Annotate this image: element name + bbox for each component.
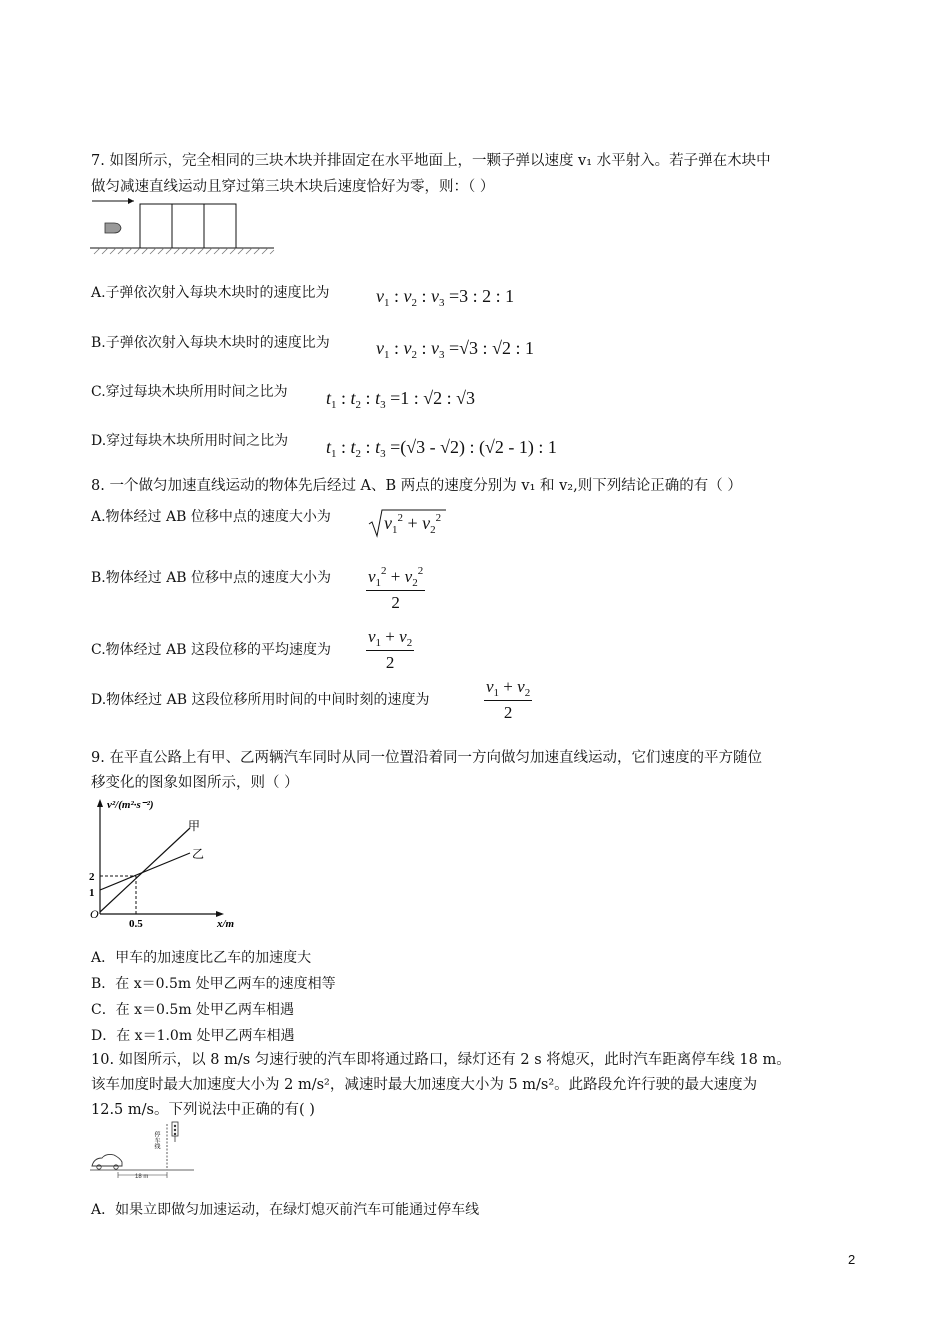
q7-option-b-ratio: =√3 : √2 : 1	[449, 338, 534, 358]
q10-option-a: A．如果立即做匀加速运动，在绿灯熄灭前汽车可能通过停车线	[91, 1202, 480, 1218]
q7-option-a-formula: $v_1$ : $v_2$ : $v_3 =3$ : 2 : 1	[376, 286, 515, 309]
q9-x-axis-label: x/m	[217, 918, 235, 930]
q9-x-tick: 0.5	[129, 918, 143, 930]
q9-line-jia	[100, 828, 190, 912]
page-number: 2	[848, 1252, 856, 1267]
q9-line-yi	[100, 853, 190, 890]
q7-option-a-text: A.子弹依次射入每块木块时的速度比为	[91, 285, 330, 301]
q9-option-c: C．在 x＝0.5m 处甲乙两车相遇	[91, 1002, 295, 1018]
q7-option-d-ratio: =(√3 - √2) : (√2 - 1) : 1	[390, 437, 557, 457]
q8-option-c-text: C.物体经过 AB 这段位移的平均速度为	[91, 642, 331, 658]
q7-option-c-text: C.穿过每块木块所用时间之比为	[91, 384, 288, 400]
q9-stem-line1: 9. 在平直公路上有甲、乙两辆汽车同时从同一位置沿着同一方向做匀加速直线运动，它们速度的平方随位	[91, 750, 762, 766]
q7-stem-line1: 7. 如图所示，完全相同的三块木块并排固定在水平地面上，一颗子弹以速度 v₁ 水平射入。若子弹在木块中	[91, 153, 771, 169]
q9-y-tick-1: 1	[89, 887, 95, 899]
q8-option-c-fraction: $\frac{v_1 + v_2}{2}$	[368, 627, 413, 672]
q10-stem-line3: 12.5 m/s。下列说法中正确的有( )	[91, 1102, 315, 1118]
q10-road-figure	[88, 1120, 198, 1182]
car-icon	[92, 1154, 122, 1166]
q8-option-b-denominator: 2	[391, 593, 400, 612]
q8-stem-line1: 8. 一个做匀加速直线运动的物体先后经过 A、B 两点的速度分别为 v₁ 和 v₂,则下列结论正确的有（ ）	[91, 478, 742, 494]
q8-option-b-text: B.物体经过 AB 位移中点的速度大小为	[91, 570, 332, 586]
q7-stem-line2: 做匀减速直线运动且穿过第三块木块后速度恰好为零，则：（ ）	[91, 179, 495, 195]
q9-y-tick-2: 2	[89, 871, 95, 883]
q9-origin-label: O	[90, 907, 99, 921]
q9-v2-x-graph	[86, 796, 246, 932]
q9-option-b: B．在 x＝0.5m 处甲乙两车的速度相等	[91, 976, 336, 992]
q10-distance-label: 18 m	[135, 1174, 149, 1180]
q8-option-c-denominator: 2	[385, 653, 395, 672]
q7-option-d-text: D.穿过每块木块所用时间之比为	[91, 433, 289, 449]
q9-line-yi-label: 乙	[192, 847, 205, 861]
q8-option-d-text: D.物体经过 AB 这段位移所用时间的中间时刻的速度为	[91, 692, 430, 708]
q9-y-axis-label: v²/(m²·s⁻²)	[107, 799, 154, 811]
q7-option-b-text: B.子弹依次射入每块木块时的速度比为	[91, 335, 330, 351]
q9-option-a: A．甲车的加速度比乙车的加速度大	[91, 950, 312, 966]
q7-option-b-formula: $v_1$ : $v_2$ : $v_3 =√3$ : √2 : 1	[376, 338, 534, 361]
q8-option-d-denominator: 2	[503, 703, 513, 722]
q9-stem-line2: 移变化的图象如图所示，则（ ）	[91, 775, 299, 791]
q7-option-a-ratio: =3 : 2 : 1	[449, 286, 515, 306]
q10-stop-line-label: 停车线	[153, 1131, 159, 1149]
q9-line-jia-label: 甲	[188, 819, 201, 833]
q7-bullet-blocks-figure	[88, 196, 288, 256]
q8-option-d-fraction: $\frac{v_1 + v_2}{2}$	[486, 677, 531, 722]
q8-option-b-fraction: $\frac{v_1^2 + v_2^2}{2}$	[368, 565, 424, 612]
q10-stem-line2: 该车加度时最大加速度大小为 2 m/s²，减速时最大加速度大小为 5 m/s²。此路段允许行驶的最大速度为	[91, 1077, 758, 1093]
q9-option-d: D．在 x＝1.0m 处甲乙两车相遇	[91, 1028, 295, 1044]
q7-option-c-ratio: =1 : √2 : √3	[390, 388, 475, 408]
q10-stem-line1: 10. 如图所示，以 8 m/s 匀速行驶的汽车即将通过路口，绿灯还有 2 s 将熄灭，此时汽车距离停车线 18 m。	[91, 1052, 791, 1068]
q8-option-a-formula: $v_1^2 + v_2^2$	[384, 512, 442, 536]
q7-option-c-formula: $t_1$ : $t_2$ : $t_3 =1$ : √2 : √3	[326, 388, 475, 411]
q7-option-d-formula: $t_1$ : $t_2$ : $t_3 =(√3 - √2)$ : (√2 - 1) : 1	[326, 437, 557, 460]
q8-option-a-text: A.物体经过 AB 位移中点的速度大小为	[91, 509, 331, 525]
